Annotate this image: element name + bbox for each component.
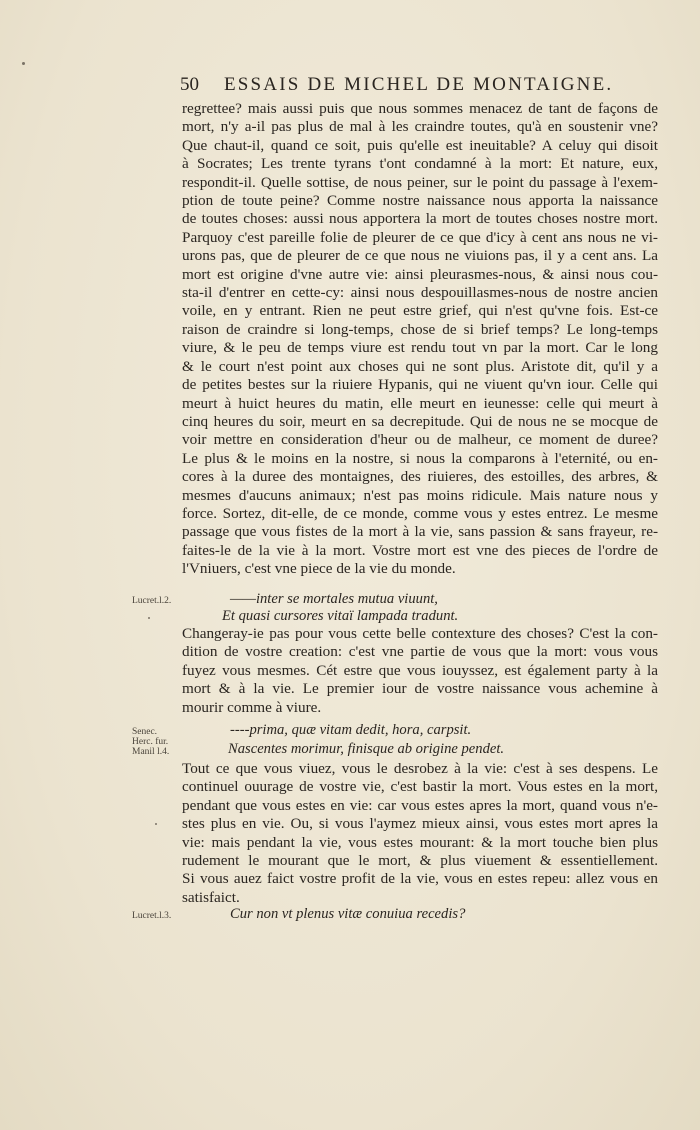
text-line: satisfaict. (182, 888, 240, 906)
running-title: ESSAIS DE MICHEL DE MONTAIGNE. (223, 74, 614, 95)
text-line: de petites bestes sur la riuiere Hypanis, qui ne viuent qu'vn iour. Celle qui (182, 376, 658, 394)
verse-line: ----prima, quæ vitam dedit, hora, carpsit. (230, 722, 472, 738)
margin-note: Herc. fur. (132, 737, 169, 747)
text-line: respondit-il. Quelle sottise, de nous peiner, sur le point du passage à l'exem- (182, 173, 658, 191)
verse-line: Nascentes morimur, finisque ab origine pendet. (228, 741, 505, 757)
text-line: Tout ce que vous viuez, vous le desrobez à la vie: c'est à ses despens. Le (182, 760, 658, 777)
paragraph-2 (182, 625, 658, 717)
paragraph-3 (182, 760, 658, 907)
text-line: raison de craindre si long-temps, chose de si brief temps? Le long-temps (182, 320, 658, 338)
text-line: continuel ouurage de vostre vie, c'est bastir la mort. Vous estes en la mort, (182, 778, 658, 796)
text-line: cinq heures du soir, meurt en sa decrepitude. Qui de nous ne se mocque de (182, 412, 658, 430)
text-line: mort, n'y a-il pas plus de mal à les craindre toutes, qu'à en soustenir vne? (182, 118, 658, 136)
text-line: Que chaut-il, quand ce soit, puis qu'elle est ineuitable? A celuy qui disoit (182, 136, 658, 154)
margin-note: Senec. (132, 727, 158, 737)
margin-note: Lucret.l.2. (132, 596, 172, 606)
text-line: l'Vniuers, c'est vne piece de la vie du monde. (182, 560, 456, 578)
text-line: Parquoy c'est pareille folie de pleurer de ce que d'icy à cent ans nous ne vi- (182, 228, 658, 246)
verse-line: ——inter se mortales mutua viuunt, (230, 591, 438, 607)
text-line: stes plus en vie. Ou, si vous l'aymez mieux ainsi, vous estes mort apres la (182, 815, 658, 833)
text-line: à Socrates; Les trente tyrans t'ont condamné à la mort: Et nature, eux, (182, 155, 658, 173)
text-line: mort est origine d'vne autre vie: ainsi pleurasmes-nous, & ainsi nous cou- (182, 265, 658, 283)
text-line: mesmes d'aucuns animaux; n'est pas moins ridicule. Mais nature nous y (182, 486, 658, 504)
verse-line: Et quasi cursores vitaï lampada tradunt. (222, 608, 459, 624)
text-line: meurt à huict heures du matin, elle meurt en ieunesse: celle qui meurt à (182, 394, 658, 412)
text-line: cores à la duree des montaignes, des riuieres, des estoilles, des arbres, & (182, 468, 658, 486)
text-line: voile, en y entrant. Rien ne peut estre grief, qui n'est qu'vne fois. Est-ce (182, 302, 658, 320)
margin-note: Manil l.4. (132, 747, 170, 757)
text-line: Si vous auez faict vostre profit de la vie, vous en estes repeu: allez vous en (182, 870, 658, 888)
text-line: force. Sortez, dit-elle, de ce monde, comme vous y estes entrez. Le mesme (182, 504, 658, 522)
verse-line: Cur non vt plenus vitæ conuiua recedis? (230, 906, 466, 922)
text-line: dition de vostre creation: c'est vne partie de vous que la mort: vous vous (182, 643, 658, 661)
paper-speck (155, 823, 157, 825)
text-line: Le plus & le moins en la nostre, si nous la comparons à l'eternité, ou en- (182, 449, 658, 467)
margin-note: Lucret.l.3. (132, 911, 172, 921)
text-line: pendant que vous estes en vie: car vous estes apres la mort, quand vous n'e- (182, 796, 658, 814)
text-line: mort & à la vie. Le premier iour de vostre naissance vous achemine à (182, 680, 658, 698)
paragraph-1 (182, 100, 658, 579)
text-line: & le court n'est point aux choses qui ne sont plus. Aristote dit, qu'il y a (182, 357, 658, 375)
text-line: viure, & le peu de temps viure est rendu tout vn par la mort. Car le long (182, 339, 658, 357)
text-line: regrettee? mais aussi puis que nous sommes menacez de tant de façons de (182, 100, 658, 117)
paper-speck (148, 617, 150, 619)
text-line: passage que vous fistes de la mort à la vie, sans passion & sans frayeur, re- (182, 523, 658, 541)
text-line: voir mettre en consideration d'heur ou de malheur, ce moment de duree? (182, 431, 658, 449)
page-number: 50 (180, 74, 199, 95)
text-line: fuyez vous mesmes. Cét estre que vous iouyssez, est également party à la (182, 661, 658, 679)
text-line: de toutes choses: aussi nous apportera la mort de toutes choses nostre mort. (182, 210, 658, 228)
text-line: faites-le de la vie à la mort. Vostre mort est vne des pieces de l'ordre de (182, 541, 658, 559)
text-line: vie: mais pendant la vie, vous estes mourant: & la mort touche bien plus (182, 833, 658, 851)
text-line: mourir comme à viure. (182, 698, 322, 716)
text-line: Changeray-ie pas pour vous cette belle contexture des choses? C'est la con- (182, 625, 658, 642)
paper-speck (22, 62, 25, 65)
text-line: ption de toute peine? Comme nostre naissance nous apporta la naissance (182, 192, 658, 210)
text-line: sta-il d'entrer en cette-cy: ainsi nous despouillasmes-nous de nostre ancien (182, 284, 658, 302)
text-line: rudement le mourant que le mort, & plus viuement & essentiellement. (182, 852, 658, 870)
running-header (180, 74, 660, 96)
text-line: urons pas, que de pleurer de ce que nous ne viuions pas, il y a cent ans. La (182, 247, 658, 265)
